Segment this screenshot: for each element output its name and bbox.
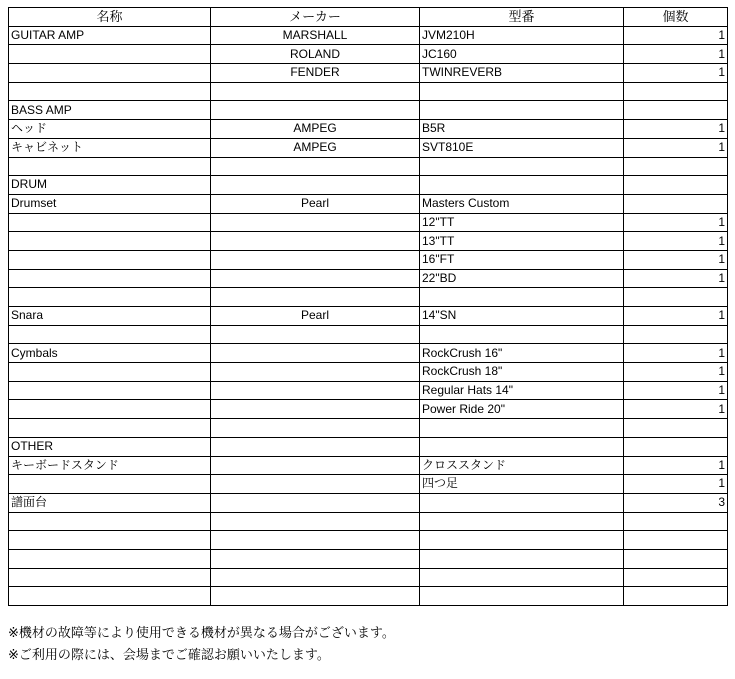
footnote-equipment-failure: ※機材の故障等により使用できる機材が異なる場合がございます。 [8,625,395,640]
table-row [9,475,728,494]
cell-model: 16"FT [420,250,624,269]
table-row [9,325,728,344]
cell-model [420,493,624,512]
equipment-table-body [9,26,728,605]
cell-model [420,531,624,550]
table-row [9,232,728,251]
cell-qty [624,82,728,101]
cell-maker [211,456,420,475]
table-row [9,176,728,195]
table-row [9,269,728,288]
cell-name [9,475,211,494]
cell-model: TWINREVERB [420,64,624,83]
equipment-table [8,7,728,606]
cell-name [9,213,211,232]
footnotes [8,622,395,666]
cell-name [9,250,211,269]
cell-maker [211,587,420,606]
table-row [9,568,728,587]
cell-qty [624,512,728,531]
cell-maker [211,176,420,195]
cell-maker [211,344,420,363]
cell-name [9,549,211,568]
cell-name [9,82,211,101]
cell-model: RockCrush 16" [420,344,624,363]
cell-model: 22"BD [420,269,624,288]
cell-maker: MARSHALL [211,26,420,45]
cell-model [420,549,624,568]
cell-maker [211,325,420,344]
cell-maker [211,531,420,550]
cell-model [420,568,624,587]
cell-qty: 1 [624,26,728,45]
table-row [9,213,728,232]
cell-qty [624,419,728,438]
cell-maker: AMPEG [211,120,420,139]
cell-qty [624,194,728,213]
table-row [9,512,728,531]
cell-maker [211,157,420,176]
cell-qty: 1 [624,400,728,419]
table-row [9,307,728,326]
table-row [9,45,728,64]
cell-maker: ROLAND [211,45,420,64]
cell-maker [211,381,420,400]
table-row [9,64,728,83]
table-row [9,138,728,157]
cell-qty [624,157,728,176]
cell-name [9,288,211,307]
cell-qty: 1 [624,381,728,400]
table-row [9,194,728,213]
cell-qty: 1 [624,307,728,326]
cell-qty: 1 [624,250,728,269]
cell-model [420,512,624,531]
cell-maker [211,213,420,232]
cell-model [420,587,624,606]
cell-maker [211,549,420,568]
cell-qty: 1 [624,138,728,157]
cell-name: Cymbals [9,344,211,363]
cell-name [9,419,211,438]
cell-model [420,82,624,101]
table-row [9,493,728,512]
cell-model: SVT810E [420,138,624,157]
cell-name: Snara [9,307,211,326]
cell-model: Power Ride 20" [420,400,624,419]
table-row [9,120,728,139]
cell-model [420,101,624,120]
cell-qty [624,531,728,550]
cell-name [9,232,211,251]
cell-qty: 1 [624,120,728,139]
cell-maker [211,419,420,438]
cell-maker: Pearl [211,194,420,213]
cell-model: JC160 [420,45,624,64]
cell-qty: 1 [624,232,728,251]
cell-name [9,157,211,176]
column-header-name: 名称 [9,8,211,27]
table-row [9,400,728,419]
footnote-contact-venue: ※ご利用の際には、会場までご確認お願いいたします。 [8,647,330,662]
table-row [9,26,728,45]
table-row [9,363,728,382]
cell-name [9,381,211,400]
cell-model: B5R [420,120,624,139]
cell-maker [211,437,420,456]
cell-qty: 1 [624,45,728,64]
cell-model: 13"TT [420,232,624,251]
cell-qty [624,568,728,587]
cell-model: 14"SN [420,307,624,326]
cell-qty: 1 [624,344,728,363]
table-row [9,82,728,101]
table-row [9,157,728,176]
cell-model [420,325,624,344]
cell-maker [211,250,420,269]
cell-maker: FENDER [211,64,420,83]
cell-maker [211,493,420,512]
table-row [9,587,728,606]
cell-maker [211,512,420,531]
cell-name [9,45,211,64]
table-row [9,288,728,307]
cell-name [9,325,211,344]
cell-name [9,587,211,606]
cell-maker: AMPEG [211,138,420,157]
cell-model: 四つ足 [420,475,624,494]
cell-model [420,437,624,456]
cell-name: Drumset [9,194,211,213]
cell-name: GUITAR AMP [9,26,211,45]
cell-qty: 1 [624,475,728,494]
cell-maker [211,82,420,101]
cell-qty: 1 [624,363,728,382]
cell-name [9,400,211,419]
cell-maker [211,288,420,307]
cell-name: 譜面台 [9,493,211,512]
table-row [9,381,728,400]
cell-name [9,568,211,587]
cell-qty: 3 [624,493,728,512]
cell-maker [211,400,420,419]
cell-name: BASS AMP [9,101,211,120]
table-row [9,101,728,120]
cell-maker [211,568,420,587]
cell-qty [624,549,728,568]
table-row [9,344,728,363]
cell-qty [624,587,728,606]
cell-model: Masters Custom [420,194,624,213]
cell-name [9,363,211,382]
cell-qty [624,101,728,120]
cell-model: Regular Hats 14" [420,381,624,400]
cell-qty: 1 [624,64,728,83]
cell-qty [624,288,728,307]
cell-name: ヘッド [9,120,211,139]
cell-model: クロススタンド [420,456,624,475]
cell-qty [624,325,728,344]
cell-model [420,288,624,307]
cell-maker: Pearl [211,307,420,326]
cell-maker [211,475,420,494]
cell-name: OTHER [9,437,211,456]
table-header-row [9,8,728,27]
cell-name: キーボードスタンド [9,456,211,475]
column-header-model: 型番 [420,8,624,27]
cell-model [420,157,624,176]
cell-qty: 1 [624,213,728,232]
cell-qty: 1 [624,269,728,288]
cell-maker [211,232,420,251]
cell-maker [211,363,420,382]
table-row [9,250,728,269]
cell-model [420,176,624,195]
table-row [9,419,728,438]
cell-qty: 1 [624,456,728,475]
table-row [9,549,728,568]
cell-name: キャビネット [9,138,211,157]
cell-maker [211,101,420,120]
cell-model: 12"TT [420,213,624,232]
cell-model: JVM210H [420,26,624,45]
table-row [9,531,728,550]
cell-name [9,64,211,83]
table-row [9,437,728,456]
cell-model: RockCrush 18" [420,363,624,382]
cell-qty [624,176,728,195]
cell-name [9,512,211,531]
column-header-maker: メーカー [211,8,420,27]
cell-name [9,269,211,288]
cell-qty [624,437,728,456]
cell-model [420,419,624,438]
cell-name [9,531,211,550]
cell-name: DRUM [9,176,211,195]
column-header-qty: 個数 [624,8,728,27]
table-row [9,456,728,475]
cell-maker [211,269,420,288]
